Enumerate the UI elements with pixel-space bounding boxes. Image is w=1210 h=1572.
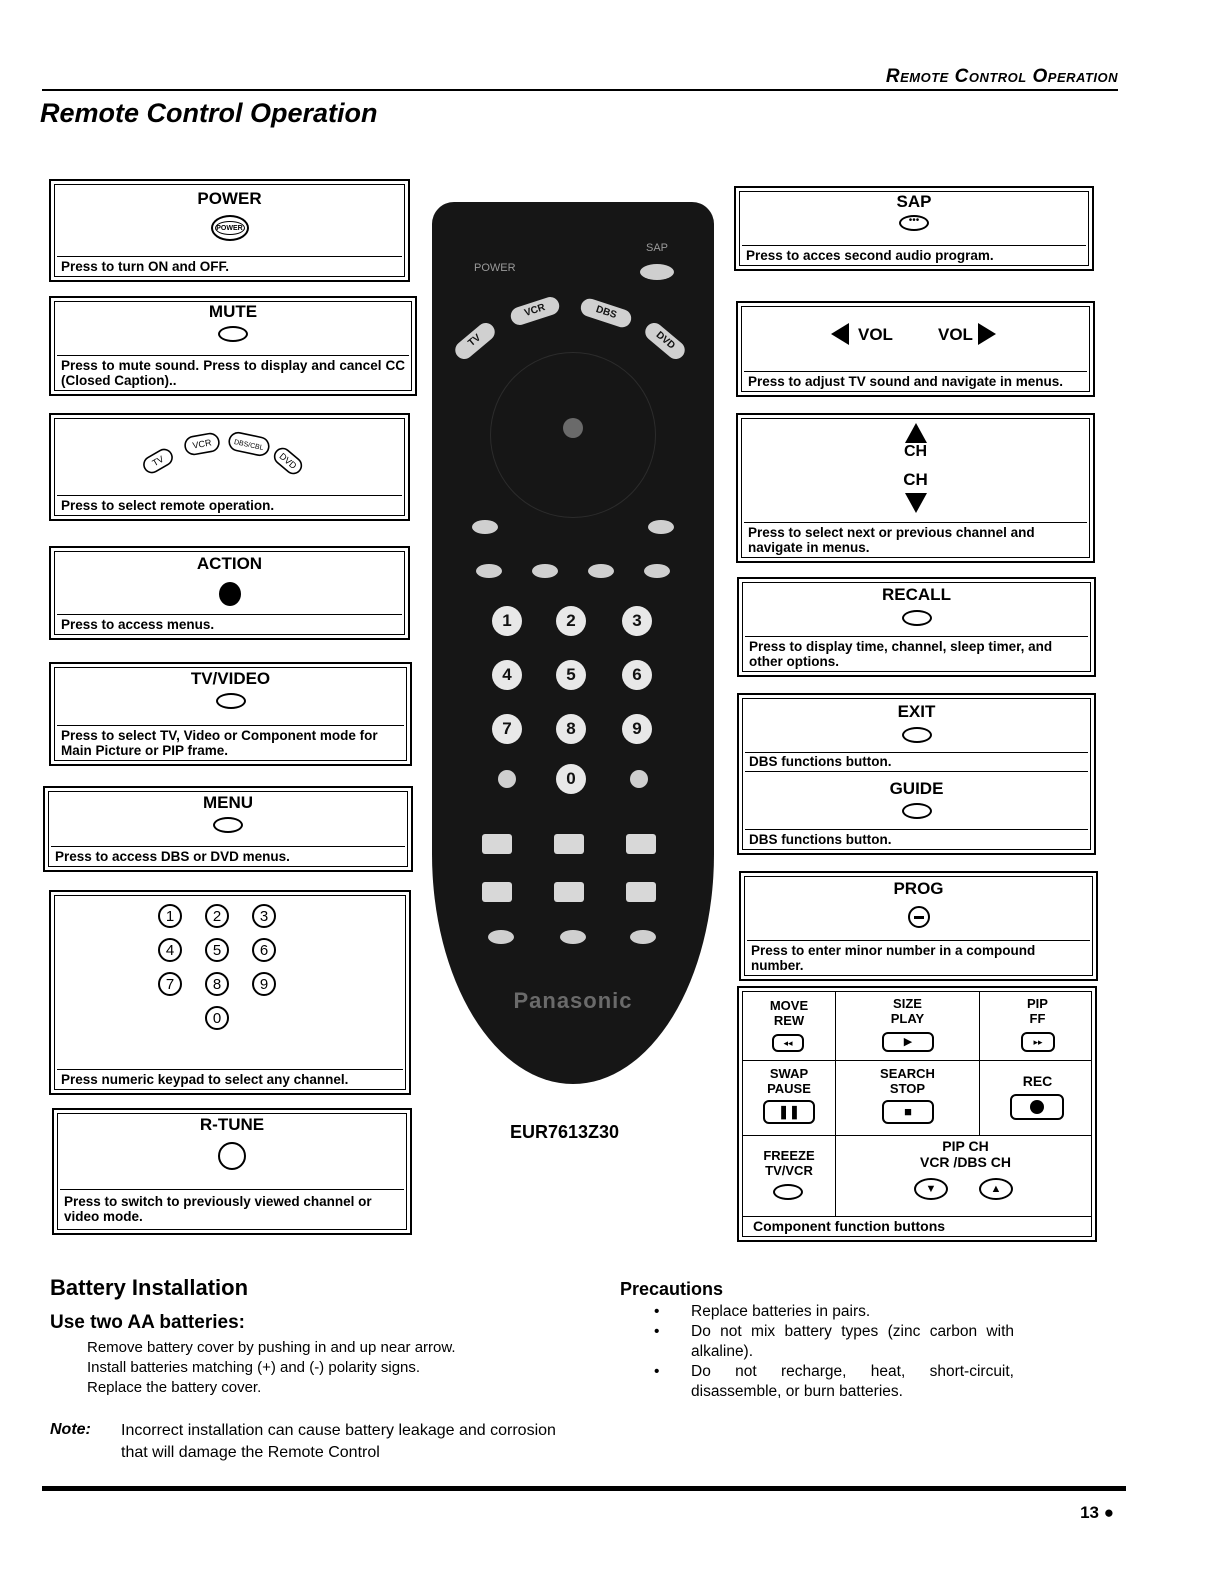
ch-box xyxy=(736,413,1095,563)
ch-up-label: CH xyxy=(903,443,928,460)
remote-rec-button xyxy=(626,882,656,902)
remote-func-2 xyxy=(532,564,558,578)
pause-button-icon: ❚❚ xyxy=(763,1100,815,1124)
remote-func-3 xyxy=(588,564,614,578)
ff-label: FF xyxy=(1029,1011,1046,1026)
remote-key-8: 8 xyxy=(556,714,586,744)
sap-title: SAP xyxy=(896,192,932,211)
exit-guide-box xyxy=(737,693,1096,855)
remote-sap-button xyxy=(640,264,674,280)
mode-dvd-label: DVD xyxy=(277,451,299,471)
remote-brand-logo: Panasonic xyxy=(513,988,633,1013)
move-label: MOVE xyxy=(769,998,809,1013)
battery-line: Replace the battery cover. xyxy=(87,1379,262,1396)
recall-button-icon xyxy=(902,610,932,626)
stop-label: STOP xyxy=(889,1081,926,1096)
exit-title: EXIT xyxy=(897,702,936,721)
menu-box xyxy=(43,786,413,872)
component-footer: Component function buttons xyxy=(753,1218,946,1234)
freeze-label: FREEZE xyxy=(763,1148,815,1163)
prog-minus-icon xyxy=(914,916,924,919)
guide-desc: DBS functions button. xyxy=(745,829,1088,848)
keypad-key-1: 1 xyxy=(158,904,182,928)
exit-button-icon xyxy=(902,727,932,743)
prog-button-icon xyxy=(908,906,930,928)
ch-desc: Press to select next or previous channel and navigate in menus. xyxy=(744,522,1087,556)
play-button-icon: ▶ xyxy=(882,1032,934,1052)
remote-key-5: 5 xyxy=(556,660,586,690)
vol-right-label: VOL xyxy=(938,325,973,344)
prog-title: PROG xyxy=(893,879,944,898)
keypad-key-9: 9 xyxy=(252,972,276,996)
mode-buttons-icon xyxy=(131,423,331,487)
remote-mode-dbs: DBS xyxy=(578,296,633,329)
tvvideo-title: TV/VIDEO xyxy=(190,669,271,688)
keypad-key-8: 8 xyxy=(205,972,229,996)
footer-rule xyxy=(42,1486,1126,1491)
pip-label: PIP xyxy=(1027,996,1048,1011)
sap-button-icon: ••• xyxy=(899,215,929,231)
menu-desc: Press to access DBS or DVD menus. xyxy=(51,846,405,865)
keypad-key-3: 3 xyxy=(252,904,276,928)
remote-key-4: 4 xyxy=(492,660,522,690)
remote-key-1: 1 xyxy=(492,606,522,636)
remote-pipch-down-button xyxy=(560,930,586,944)
note-text: Incorrect installation can cause battery leakage and corrosion that will damage the Remote Control xyxy=(121,1422,556,1461)
remote-exit-button xyxy=(648,520,674,534)
menu-title: MENU xyxy=(202,793,254,812)
remote-menu-button xyxy=(472,520,498,534)
ch-label: CH xyxy=(903,470,928,489)
vol-desc: Press to adjust TV sound and navigate in menus. xyxy=(744,371,1087,390)
vcrdbs-label: VCR /DBS CH xyxy=(919,1154,1011,1170)
mute-button-icon xyxy=(218,326,248,342)
mute-box xyxy=(49,296,417,396)
remote-func-1 xyxy=(476,564,502,578)
size-label: SIZE xyxy=(893,996,922,1011)
remote-stop-button xyxy=(554,882,584,902)
guide-button-icon xyxy=(902,803,932,819)
battery-line: Remove battery cover by pushing in and up near arrow. xyxy=(87,1339,456,1356)
keypad-key-6: 6 xyxy=(252,938,276,962)
action-button-icon xyxy=(219,582,241,606)
power-title: POWER xyxy=(197,189,262,208)
search-label: SEARCH xyxy=(880,1066,935,1081)
remote-key-7: 7 xyxy=(492,714,522,744)
remote-control-image xyxy=(432,202,714,1084)
exit-desc: DBS functions button. xyxy=(745,752,1088,772)
menu-button-icon xyxy=(213,817,243,833)
tvvideo-box xyxy=(49,662,412,766)
rtune-title: R-TUNE xyxy=(199,1115,265,1134)
precautions-title: Precautions xyxy=(620,1279,724,1299)
battery-title: Battery Installation xyxy=(50,1275,249,1300)
power-icon-label: POWER xyxy=(215,221,245,235)
remote-mode-dvd: DVD xyxy=(642,319,689,362)
prog-box xyxy=(739,871,1098,981)
component-divider xyxy=(742,1216,1092,1217)
keypad-key-7: 7 xyxy=(158,972,182,996)
rec-dot-icon xyxy=(1030,1100,1044,1114)
mode-tv-label: TV xyxy=(150,453,166,469)
action-desc: Press to access menus. xyxy=(57,614,402,633)
ff-button-icon: ▸▸ xyxy=(1021,1032,1055,1052)
precautions-list xyxy=(654,1302,1014,1402)
keypad-box xyxy=(49,890,411,1095)
mute-title: MUTE xyxy=(208,302,258,321)
remote-action-button xyxy=(563,418,583,438)
remote-power-label: POWER xyxy=(474,262,516,274)
rtune-box xyxy=(52,1108,412,1235)
power-desc: Press to turn ON and OFF. xyxy=(57,256,402,275)
precaution-item: • Replace batteries in pairs. xyxy=(654,1302,1014,1322)
remote-key-2: 2 xyxy=(556,606,586,636)
battery-instructions xyxy=(87,1338,456,1398)
stop-button-icon: ■ xyxy=(882,1100,934,1124)
ch-down-arrow-icon xyxy=(905,493,927,513)
remote-key-3: 3 xyxy=(622,606,652,636)
running-header: Remote Control Operation xyxy=(885,66,1118,87)
rec-label: REC xyxy=(1022,1073,1053,1089)
rew-label: REW xyxy=(773,1013,805,1028)
tvvcr-label: TV/VCR xyxy=(765,1163,813,1178)
remote-play-button xyxy=(554,834,584,854)
component-divider xyxy=(742,1060,1092,1061)
remote-prog-button xyxy=(630,770,648,788)
remote-ff-button xyxy=(626,834,656,854)
mode-desc: Press to select remote operation. xyxy=(57,495,402,514)
vol-box xyxy=(736,301,1095,397)
remote-rew-button xyxy=(482,834,512,854)
mode-box xyxy=(49,413,410,521)
keypad-key-4: 4 xyxy=(158,938,182,962)
pipch-label: PIP CH xyxy=(942,1138,989,1154)
keypad-key-0: 0 xyxy=(205,1006,229,1030)
remote-key-0: 0 xyxy=(556,764,586,794)
header-rule xyxy=(42,89,1118,91)
power-button-icon xyxy=(211,215,249,241)
remote-freeze-button xyxy=(488,930,514,944)
rew-button-icon: ◂◂ xyxy=(772,1034,804,1052)
pipch-up-button-icon: ▲ xyxy=(979,1178,1013,1200)
page-title: Remote Control Operation xyxy=(40,98,378,128)
vol-left-label: VOL xyxy=(858,325,893,344)
rtune-desc: Press to switch to previously viewed channel or video mode. xyxy=(60,1189,404,1228)
remote-key-9: 9 xyxy=(622,714,652,744)
pause-label: PAUSE xyxy=(767,1081,811,1096)
keypad-grid xyxy=(158,904,308,1036)
freeze-button-icon xyxy=(773,1184,803,1200)
tvvideo-button-icon xyxy=(216,693,246,709)
mode-dbs-label: DBS/CBL xyxy=(233,438,265,453)
battery-line: Install batteries matching (+) and (-) polarity signs. xyxy=(87,1359,421,1376)
precaution-item: • Do not mix battery types (zinc carbon with alkaline). xyxy=(654,1322,1014,1362)
remote-func-4 xyxy=(644,564,670,578)
action-title: ACTION xyxy=(196,554,263,573)
swap-label: SWAP xyxy=(769,1066,809,1081)
keypad-key-2: 2 xyxy=(205,904,229,928)
remote-rtune-button xyxy=(498,770,516,788)
component-divider xyxy=(742,1135,1092,1136)
page-number: 13 ● xyxy=(1080,1503,1114,1522)
keypad-key-5: 5 xyxy=(205,938,229,962)
power-box xyxy=(49,179,410,282)
battery-subtitle: Use two AA batteries: xyxy=(50,1312,245,1333)
remote-pipch-up-button xyxy=(630,930,656,944)
rtune-button-icon xyxy=(218,1142,246,1170)
keypad-desc: Press numeric keypad to select any channel. xyxy=(57,1069,403,1088)
tvvideo-desc: Press to select TV, Video or Component mode for Main Picture or PIP frame. xyxy=(57,725,404,759)
play-label: PLAY xyxy=(890,1011,925,1026)
remote-mode-tv: TV xyxy=(452,319,499,362)
mute-desc: Press to mute sound. Press to display and cancel CC (Closed Caption).. xyxy=(57,355,409,389)
ch-up-arrow-icon xyxy=(905,423,927,443)
vol-left-arrow-icon xyxy=(831,323,849,345)
pipch-down-button-icon: ▼ xyxy=(914,1178,948,1200)
component-box xyxy=(737,986,1097,1242)
remote-model-number: EUR7613Z30 xyxy=(510,1122,620,1142)
prog-desc: Press to enter minor number in a compound number. xyxy=(747,940,1090,974)
recall-desc: Press to display time, channel, sleep timer, and other options. xyxy=(745,636,1088,670)
sap-box xyxy=(734,186,1094,271)
mode-vcr-label: VCR xyxy=(191,437,213,451)
note-label: Note: xyxy=(50,1421,91,1438)
action-box xyxy=(49,546,410,640)
rec-button-icon xyxy=(1010,1094,1064,1120)
sap-desc: Press to acces second audio program. xyxy=(742,245,1086,264)
vol-right-arrow-icon xyxy=(978,323,996,345)
remote-key-6: 6 xyxy=(622,660,652,690)
recall-box xyxy=(737,577,1096,677)
remote-mode-vcr: VCR xyxy=(508,295,561,328)
remote-sap-label: SAP xyxy=(646,242,669,254)
remote-pause-button xyxy=(482,882,512,902)
guide-title: GUIDE xyxy=(889,779,944,798)
recall-title: RECALL xyxy=(882,585,951,604)
precaution-item: • Do not recharge, heat, short-circuit, disassemble, or burn batteries. xyxy=(654,1362,1014,1402)
